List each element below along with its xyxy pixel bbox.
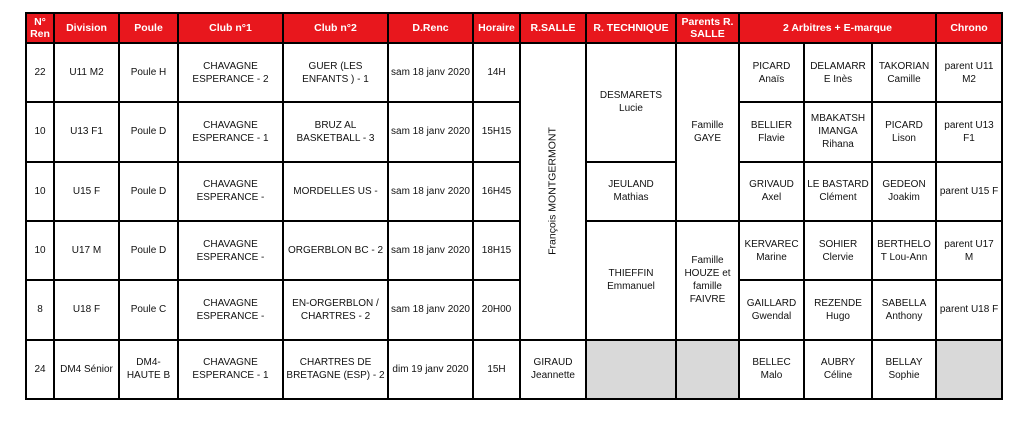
cell-date: sam 18 janv 2020 [388,280,473,339]
match-schedule-table [25,12,1003,400]
cell-emarque [872,102,936,161]
arbitre-nom: REZENDE [814,297,862,309]
cell-emarque [872,221,936,280]
cell-club2: GUER (LES ENFANTS ) - 1 [283,43,388,102]
cell-division: U17 M [54,221,119,280]
emarque-prenom: Lison [892,132,916,144]
emarque-nom: TAKORIAN [878,60,930,72]
header-club2: Club n°2 [283,13,388,43]
cell-emarque [872,162,936,221]
emarque-prenom: Anthony [885,310,923,322]
cell-rtech [586,221,676,340]
emarque-prenom: Camille [887,73,921,85]
cell-poule: Poule D [119,162,178,221]
table-row [26,280,1002,339]
cell-rsalle-merged [520,43,586,340]
cell-emarque [872,43,936,102]
cell-club1: CHAVAGNE ESPERANCE - 2 [178,43,283,102]
cell-club1: CHAVAGNE ESPERANCE - [178,162,283,221]
parents-line1: Famille [691,119,724,131]
arbitre-prenom: Malo [760,370,783,382]
header-arbitres: 2 Arbitres + E-marque [739,13,936,43]
header-rtech: R. TECHNIQUE [586,13,676,43]
arbitre-prenom: Gwendal [751,310,792,322]
cell-rtech [586,43,676,162]
cell-poule: Poule C [119,280,178,339]
cell-club1: CHAVAGNE ESPERANCE - [178,221,283,280]
arbitre-nom: GRIVAUD [749,179,794,191]
cell-rtech-empty [586,340,676,399]
cell-chrono: parent U13 F1 [936,102,1002,161]
cell-arbitre-1 [739,280,804,339]
cell-arbitre-1 [739,102,804,161]
cell-club2: CHARTRES DE BRETAGNE (ESP) - 2 [283,340,388,399]
rsalle-prenom: Jeannette [531,370,575,382]
arbitre-nom: LE BASTARD [807,179,869,191]
cell-division: U11 M2 [54,43,119,102]
cell-horaire: 15H [473,340,520,399]
cell-club2: BRUZ AL BASKETBALL - 3 [283,102,388,161]
header-parents: Parents R. SALLE [676,13,739,43]
arbitre-nom: KERVAREC [744,238,799,250]
cell-club1: CHAVAGNE ESPERANCE - 1 [178,102,283,161]
cell-date: sam 18 janv 2020 [388,162,473,221]
emarque-nom: GEDEON [882,179,926,191]
rtech-nom: THIEFFIN [608,268,654,280]
cell-club2: ORGERBLON BC - 2 [283,221,388,280]
cell-arbitre-2 [804,102,872,161]
cell-date: dim 19 janv 2020 [388,340,473,399]
arbitre-prenom: Axel [761,192,782,204]
arbitre-nom: SOHIER [818,238,858,250]
emarque-nom: SABELLA [881,297,927,309]
rtech-prenom: Lucie [619,103,643,115]
table-row [26,221,1002,280]
arbitre-prenom: Céline [823,370,853,382]
header-row [26,13,1002,43]
cell-division: U13 F1 [54,102,119,161]
cell-arbitre-2 [804,162,872,221]
cell-division: U18 F [54,280,119,339]
emarque-nom: BERTHELO [877,238,931,250]
rsalle-name: François MONTGERMONT [546,127,559,256]
parents-line2: GAYE [693,132,722,144]
arbitre-prenom: Marine [756,251,787,263]
header-date: D.Renc [388,13,473,43]
arbitre-nom: BELLEC [752,357,791,369]
cell-division: DM4 Sénior [54,340,119,399]
cell-arbitre-2 [804,280,872,339]
cell-num: 10 [26,102,54,161]
emarque-prenom: T Lou-Ann [880,251,928,263]
cell-club2: MORDELLES US - [283,162,388,221]
cell-parents-empty [676,340,739,399]
header-chrono: Chrono [936,13,1002,43]
cell-date: sam 18 janv 2020 [388,221,473,280]
cell-horaire: 20H00 [473,280,520,339]
cell-emarque [872,340,936,399]
cell-arbitre-1 [739,43,804,102]
cell-chrono: parent U11 M2 [936,43,1002,102]
cell-club2: EN-ORGERBLON / CHARTRES - 2 [283,280,388,339]
cell-poule: Poule H [119,43,178,102]
cell-chrono-empty [936,340,1002,399]
header-horaire: Horaire [473,13,520,43]
cell-num: 10 [26,162,54,221]
cell-num: 22 [26,43,54,102]
cell-arbitre-2 [804,221,872,280]
parents-line1: Famille HOUZE et [684,255,731,280]
emarque-prenom: Joakim [888,192,920,204]
table-row [26,162,1002,221]
cell-num: 10 [26,221,54,280]
cell-arbitre-1 [739,162,804,221]
rtech-prenom: Emmanuel [607,281,655,293]
header-division: Division [54,13,119,43]
header-num: N° Ren [26,13,54,43]
arbitre-prenom: Rihana [822,139,854,151]
arbitre-prenom: Clervie [822,251,854,263]
cell-rsalle [520,340,586,399]
arbitre-prenom: Hugo [826,310,850,322]
cell-horaire: 16H45 [473,162,520,221]
arbitre-nom: AUBRY [820,357,856,369]
cell-poule: Poule D [119,102,178,161]
cell-poule: DM4-HAUTE B [119,340,178,399]
table-row [26,102,1002,161]
cell-horaire: 15H15 [473,102,520,161]
cell-chrono: parent U17 M [936,221,1002,280]
arbitre-prenom: Anaïs [758,73,785,85]
arbitre-prenom: E Inès [823,73,853,85]
emarque-prenom: Sophie [888,370,920,382]
table-row [26,43,1002,102]
arbitre-prenom: Flavie [758,132,785,144]
cell-parents [676,221,739,340]
cell-num: 8 [26,280,54,339]
arbitre-prenom: Clément [819,192,857,204]
cell-rtech [586,162,676,221]
cell-date: sam 18 janv 2020 [388,43,473,102]
rsalle-nom: GIRAUD [533,357,573,369]
header-poule: Poule [119,13,178,43]
rtech-nom: DESMARETS [599,90,663,102]
cell-club1: CHAVAGNE ESPERANCE - [178,280,283,339]
arbitre-nom: DELAMARR [810,60,866,72]
cell-arbitre-2 [804,340,872,399]
cell-num: 24 [26,340,54,399]
cell-arbitre-1 [739,340,804,399]
cell-poule: Poule D [119,221,178,280]
emarque-nom: PICARD [885,119,923,131]
parents-line2: famille FAIVRE [689,281,726,306]
cell-parents [676,43,739,221]
rtech-nom: JEULAND [608,179,654,191]
arbitre-nom: GAILLARD [746,297,797,309]
cell-chrono: parent U18 F [936,280,1002,339]
cell-date: sam 18 janv 2020 [388,102,473,161]
rtech-prenom: Mathias [613,192,649,204]
arbitre-nom: BELLIER [750,119,793,131]
header-club1: Club n°1 [178,13,283,43]
cell-arbitre-1 [739,221,804,280]
header-rsalle: R.SALLE [520,13,586,43]
cell-emarque [872,280,936,339]
arbitre-nom: MBAKATSH IMANGA [810,113,866,138]
cell-chrono: parent U15 F [936,162,1002,221]
table-row [26,340,1002,399]
cell-arbitre-2 [804,43,872,102]
cell-club1: CHAVAGNE ESPERANCE - 1 [178,340,283,399]
arbitre-nom: PICARD [752,60,791,72]
cell-horaire: 18H15 [473,221,520,280]
cell-division: U15 F [54,162,119,221]
emarque-nom: BELLAY [885,357,923,369]
cell-horaire: 14H [473,43,520,102]
